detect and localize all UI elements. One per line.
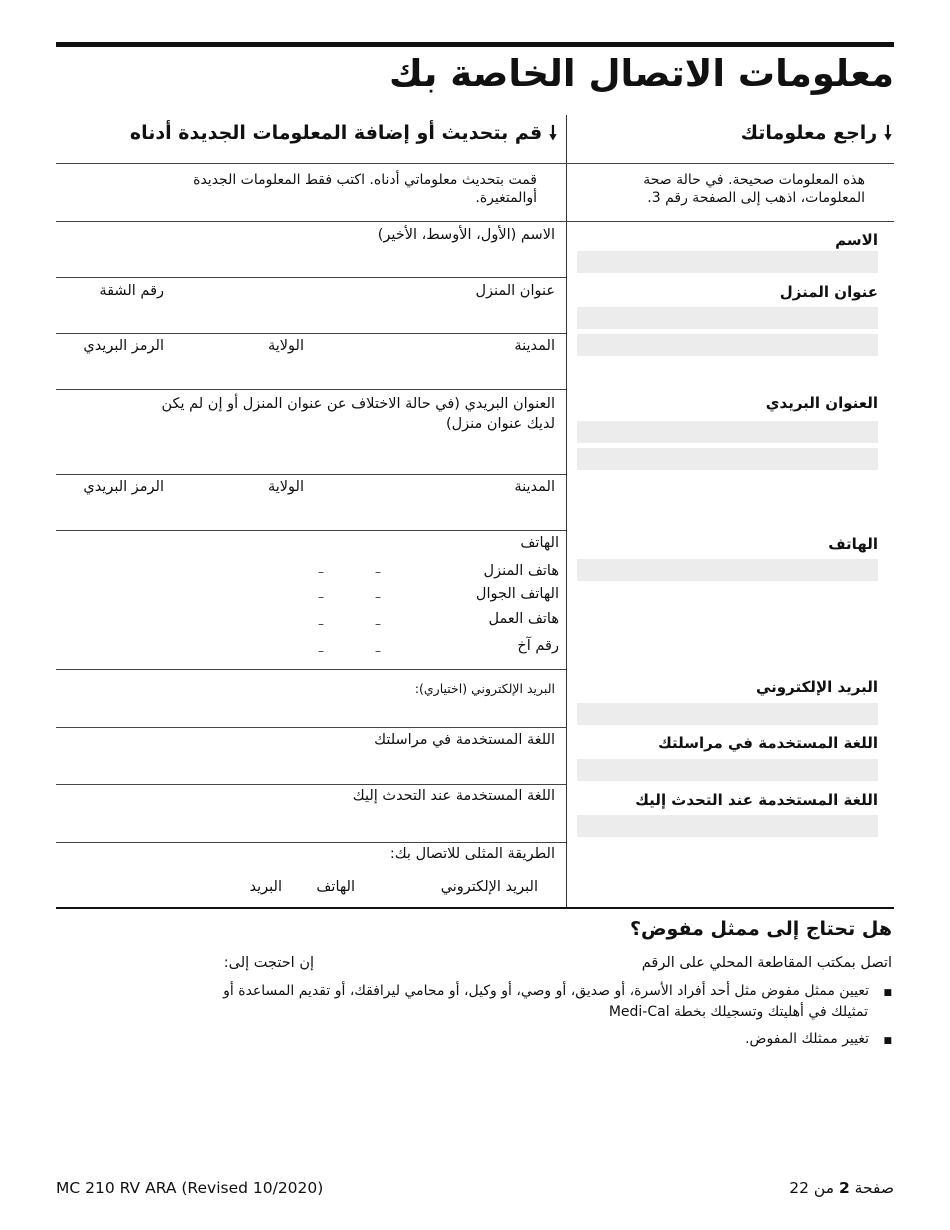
home-rule	[56, 333, 566, 334]
label-written-language: اللغة المستخدمة في مراسلتك	[658, 734, 878, 752]
bullet-icon: ■	[883, 1036, 892, 1046]
column-divider	[566, 115, 567, 908]
label-home-address: عنوان المنزل	[779, 283, 878, 301]
field-preferred-contact: الطريقة المثلى للاتصال بك:	[389, 846, 555, 862]
mobile-phone-dash-1: –	[375, 590, 381, 604]
bullet-appoint-representative-cont: تمثيلك في أهليتك وتسجيلك بخطة Medi-Cal	[608, 1004, 868, 1020]
other-number-dash-2: –	[318, 644, 324, 658]
phone-rule	[56, 669, 566, 670]
current-written-language-field	[577, 759, 878, 781]
option-contact-email[interactable]: البريد الإلكتروني	[440, 879, 538, 895]
field-other-number[interactable]: رقم آخ	[517, 638, 559, 654]
home-phone-dash-2: –	[318, 565, 324, 579]
mailing-rule	[56, 474, 566, 475]
call-office-text: اتصل بمكتب المقاطعة المحلي على الرقم	[641, 955, 892, 971]
field-spoken-language[interactable]: اللغة المستخدمة عند التحدث إليك	[352, 788, 555, 804]
label-mailing-address: العنوان البريدي	[765, 394, 878, 412]
field-home-address[interactable]: عنوان المنزل	[475, 283, 555, 299]
field-home-phone[interactable]: هاتف المنزل	[483, 563, 559, 579]
home-phone-dash-1: –	[375, 565, 381, 579]
field-city[interactable]: المدينة	[514, 338, 555, 354]
current-spoken-language-field	[577, 815, 878, 837]
notes-rule	[56, 221, 894, 222]
field-full-name[interactable]: الاسم (الأول، الأوسط، الأخير)	[377, 227, 555, 243]
current-mailing-field	[577, 421, 878, 443]
representative-heading: هل تحتاج إلى ممثل مفوض؟	[629, 918, 892, 940]
table-bottom-rule	[56, 907, 894, 909]
label-phone: الهاتف	[828, 535, 878, 553]
field-state-2[interactable]: الولاية	[267, 479, 304, 495]
review-note: هذه المعلومات صحيحة. في حالة صحة المعلومات، اذهب إلى الصفحة رقم 3.	[643, 172, 865, 206]
if-needed-text: إن احتجت إلى:	[223, 955, 314, 971]
city2-rule	[56, 530, 566, 531]
current-mailing-city-field	[577, 448, 878, 470]
work-phone-dash-1: –	[375, 617, 381, 631]
option-contact-mail[interactable]: البريد	[249, 879, 282, 895]
work-phone-dash-2: –	[318, 617, 324, 631]
field-written-language[interactable]: اللغة المستخدمة في مراسلتك	[374, 732, 555, 748]
mobile-phone-dash-2: –	[318, 590, 324, 604]
current-city-field	[577, 334, 878, 356]
update-note: قمت بتحديث معلوماتي أدناه. اكتب فقط المعلومات الجديدة أوالمتغيرة.	[193, 172, 537, 206]
current-phone-field	[577, 559, 878, 581]
field-city-2[interactable]: المدينة	[514, 479, 555, 495]
field-work-phone[interactable]: هاتف العمل	[488, 611, 559, 627]
review-heading: 🠗 راجع معلوماتك	[740, 122, 892, 144]
current-name-field	[577, 251, 878, 273]
current-home-address-field	[577, 307, 878, 329]
top-rule	[56, 42, 894, 47]
option-contact-phone[interactable]: الهاتف	[316, 879, 355, 895]
bullet-change-representative: ■ تغيير ممثلك المفوض.	[745, 1031, 892, 1047]
page-title: معلومات الاتصال الخاصة بك	[389, 52, 894, 95]
field-apartment[interactable]: رقم الشقة	[99, 283, 164, 299]
arrow-down-icon: 🠗	[548, 122, 557, 144]
update-heading: 🠗 قم بتحديث أو إضافة المعلومات الجديدة أدناه	[129, 122, 557, 144]
city-rule	[56, 389, 566, 390]
header-rule	[56, 163, 894, 164]
label-name: الاسم	[835, 231, 878, 249]
field-mobile-phone[interactable]: الهاتف الجوال	[475, 586, 559, 602]
name-rule	[56, 277, 566, 278]
other-number-dash-1: –	[375, 644, 381, 658]
page-indicator: صفحة 2 من 22	[789, 1179, 894, 1197]
current-email-field	[577, 703, 878, 725]
label-email: البريد الإلكتروني	[756, 678, 878, 696]
field-email-optional[interactable]: البريد الإلكتروني (اختياري):	[414, 681, 555, 696]
email-rule	[56, 727, 566, 728]
field-mailing-address[interactable]: العنوان البريدي (في حالة الاختلاف عن عنوان المنزل أو إن لم يكن لديك عنوان منزل)	[161, 396, 555, 432]
written-lang-rule	[56, 784, 566, 785]
field-zip-2[interactable]: الرمز البريدي	[83, 479, 164, 495]
arrow-down-icon: 🠗	[883, 122, 892, 144]
bullet-appoint-representative: ■ تعيين ممثل مفوض مثل أحد أفراد الأسرة، أو صديق، أو وصي، أو وكيل، أو محامي ليرافقك، أو تقديم المساعدة أو	[223, 983, 892, 999]
field-zip[interactable]: الرمز البريدي	[83, 338, 164, 354]
field-phone-heading: الهاتف	[520, 535, 559, 551]
field-state[interactable]: الولاية	[267, 338, 304, 354]
bullet-icon: ■	[883, 988, 892, 998]
spoken-lang-rule	[56, 842, 566, 843]
form-id: MC 210 RV ARA (Revised 10/2020)	[56, 1179, 324, 1197]
label-spoken-language: اللغة المستخدمة عند التحدث إليك	[635, 791, 878, 809]
